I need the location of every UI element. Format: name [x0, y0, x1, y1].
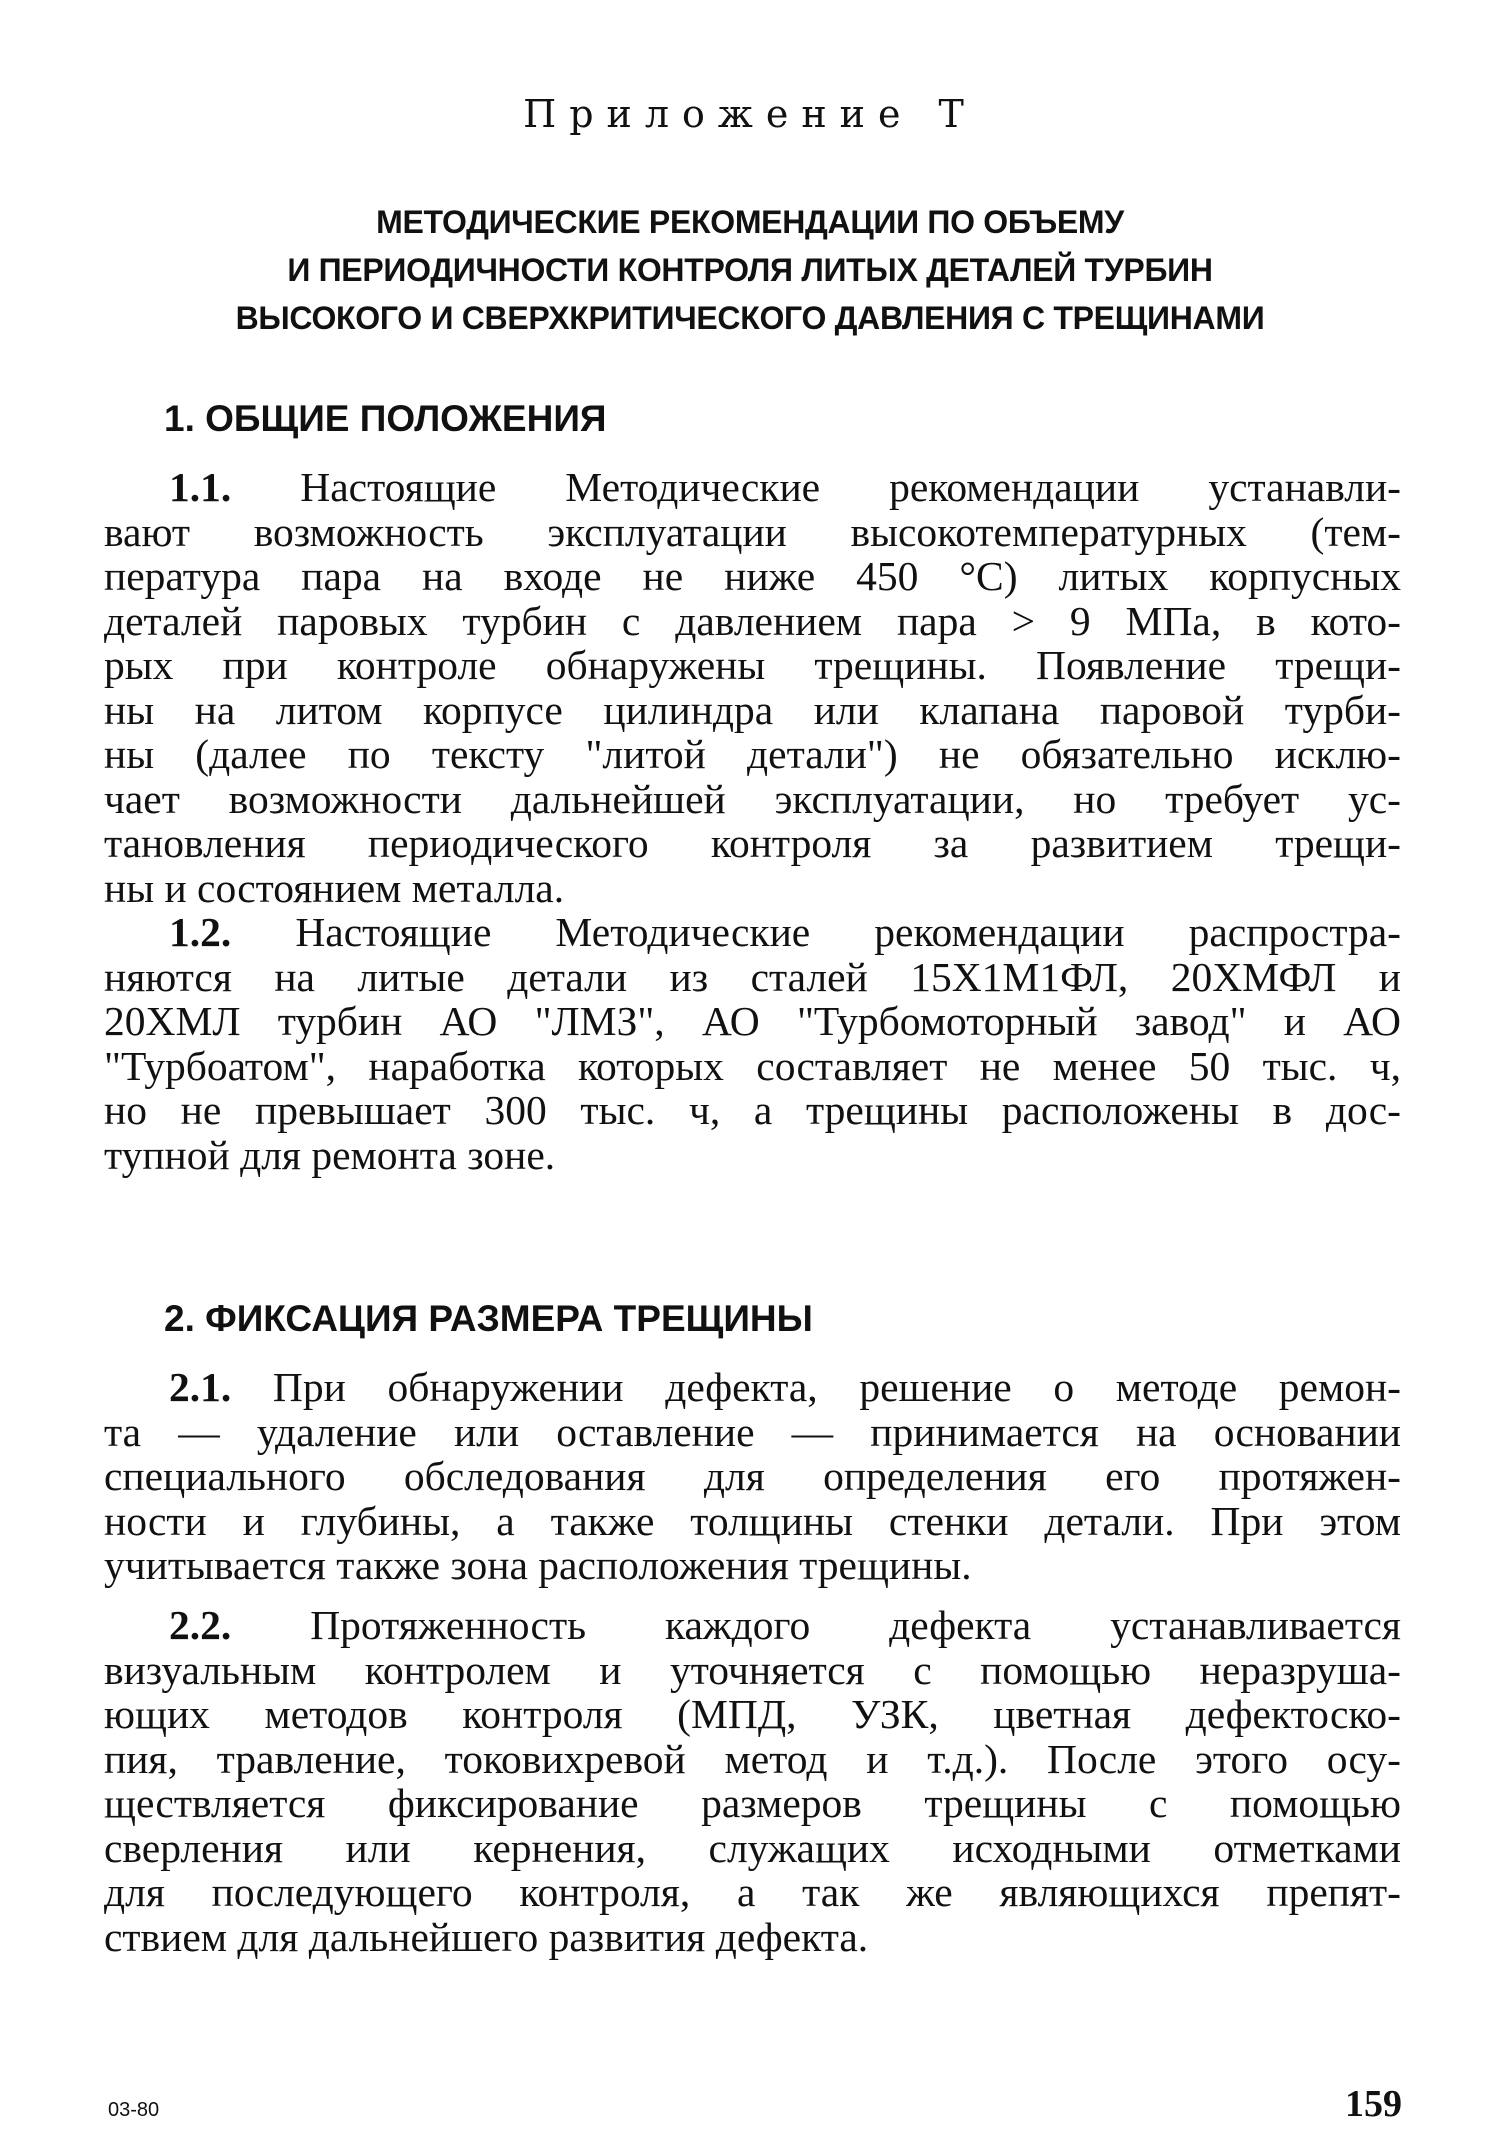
text-line: ны (далее по тексту "литой детали") не обязательно исклю-	[104, 731, 1401, 777]
text-line: ствием для дальнейшего развития дефекта.	[104, 1913, 869, 1960]
title-line: ВЫСОКОГО И СВЕРХКРИТИЧЕСКОГО ДАВЛЕНИЯ С ТРЕЩИНАМИ	[235, 300, 1265, 336]
appendix-label: Приложение Т	[523, 92, 977, 136]
title-line: И ПЕРИОДИЧНОСТИ КОНТРОЛЯ ЛИТЫХ ДЕТАЛЕЙ ТУРБИН	[287, 252, 1213, 288]
text-line: 1.2. Настоящие Методические рекомендации распростра-	[169, 909, 1401, 955]
section-heading: 2. ФИКСАЦИЯ РАЗМЕРА ТРЕЩИНЫ	[164, 1298, 813, 1339]
paragraph-2-1	[104, 1365, 1401, 1588]
text-line: 20ХМЛ турбин АО "ЛМЗ", АО "Турбомоторный завод" и АО	[104, 998, 1401, 1044]
paragraph-1-1	[104, 465, 1401, 910]
paragraph-1-2	[104, 910, 1401, 1177]
text-line: пия, травление, токовихревой метод и т.д.). После этого осу-	[104, 1735, 1401, 1782]
paragraph-number: 2.2.	[169, 1602, 232, 1648]
paragraph-number: 2.1.	[169, 1364, 232, 1410]
paragraph-number: 1.2.	[169, 909, 232, 955]
text-line: тановления периодического контроля за развитием трещи-	[104, 820, 1401, 866]
text-line: сверления или кернения, служащих исходными отметками	[104, 1824, 1401, 1871]
text-line: та — удаление или оставление — принимается на основании	[104, 1408, 1401, 1455]
paragraph-number: 1.1.	[169, 464, 232, 510]
text-line: ществляется фиксирование размеров трещины с помощью	[104, 1780, 1401, 1826]
text-line: ны на литом корпусе цилиндра или клапана паровой турби-	[104, 686, 1401, 733]
section-heading: 1. ОБЩИЕ ПОЛОЖЕНИЯ	[164, 398, 607, 439]
text-line: ющих методов контроля (МПД, УЗК, цветная дефектоско-	[104, 1691, 1401, 1737]
text-line: няются на литые детали из сталей 15Х1М1ФЛ, 20ХМФЛ и	[104, 953, 1401, 1000]
text-line: для последующего контроля, а так же являющихся препят-	[104, 1869, 1401, 1915]
page-number: 159	[1345, 2083, 1402, 2125]
text-line: но не превышает 300 тыс. ч, а трещины расположены в дос-	[104, 1087, 1401, 1133]
text-line: "Турбоатом", наработка которых составляет не менее 50 тыс. ч,	[104, 1042, 1401, 1089]
text-line: деталей паровых турбин с давлением пара > 9 МПа, в кото-	[104, 597, 1401, 644]
text-line: вают возможность эксплуатации высокотемпературных (тем-	[104, 508, 1401, 555]
text-line: 2.2. Протяженность каждого дефекта устанавливается	[169, 1602, 1402, 1648]
text-line: чает возможности дальнейшей эксплуатации, но требует ус-	[104, 775, 1401, 822]
text-line: визуальным контролем и уточняется с помощью неразруша-	[104, 1646, 1401, 1693]
text-line: ности и глубины, а также толщины стенки детали. При этом	[104, 1497, 1401, 1544]
paragraph-2-2	[104, 1603, 1401, 1959]
footer-code: 03-80	[108, 2099, 160, 2121]
text-line: 2.1. При обнаружении дефекта, решение о методе ремон-	[169, 1364, 1402, 1410]
text-line: ны и состоянием металла.	[104, 864, 565, 911]
text-line: тупной для ремонта зоне.	[104, 1131, 556, 1178]
text-line: 1.1. Настоящие Методические рекомендации устанавли-	[169, 464, 1401, 510]
title-line: МЕТОДИЧЕСКИЕ РЕКОМЕНДАЦИИ ПО ОБЪЕМУ	[376, 204, 1124, 240]
text-line: учитывается также зона расположения трещины.	[104, 1542, 972, 1588]
text-line: рых при контроле обнаружены трещины. Появление трещи-	[104, 642, 1401, 688]
text-line: специального обследования для определения его протяжен-	[104, 1453, 1401, 1499]
text-line: пература пара на входе не ниже 450 °С) литых корпусных	[104, 553, 1401, 599]
document-title	[120, 198, 1380, 342]
